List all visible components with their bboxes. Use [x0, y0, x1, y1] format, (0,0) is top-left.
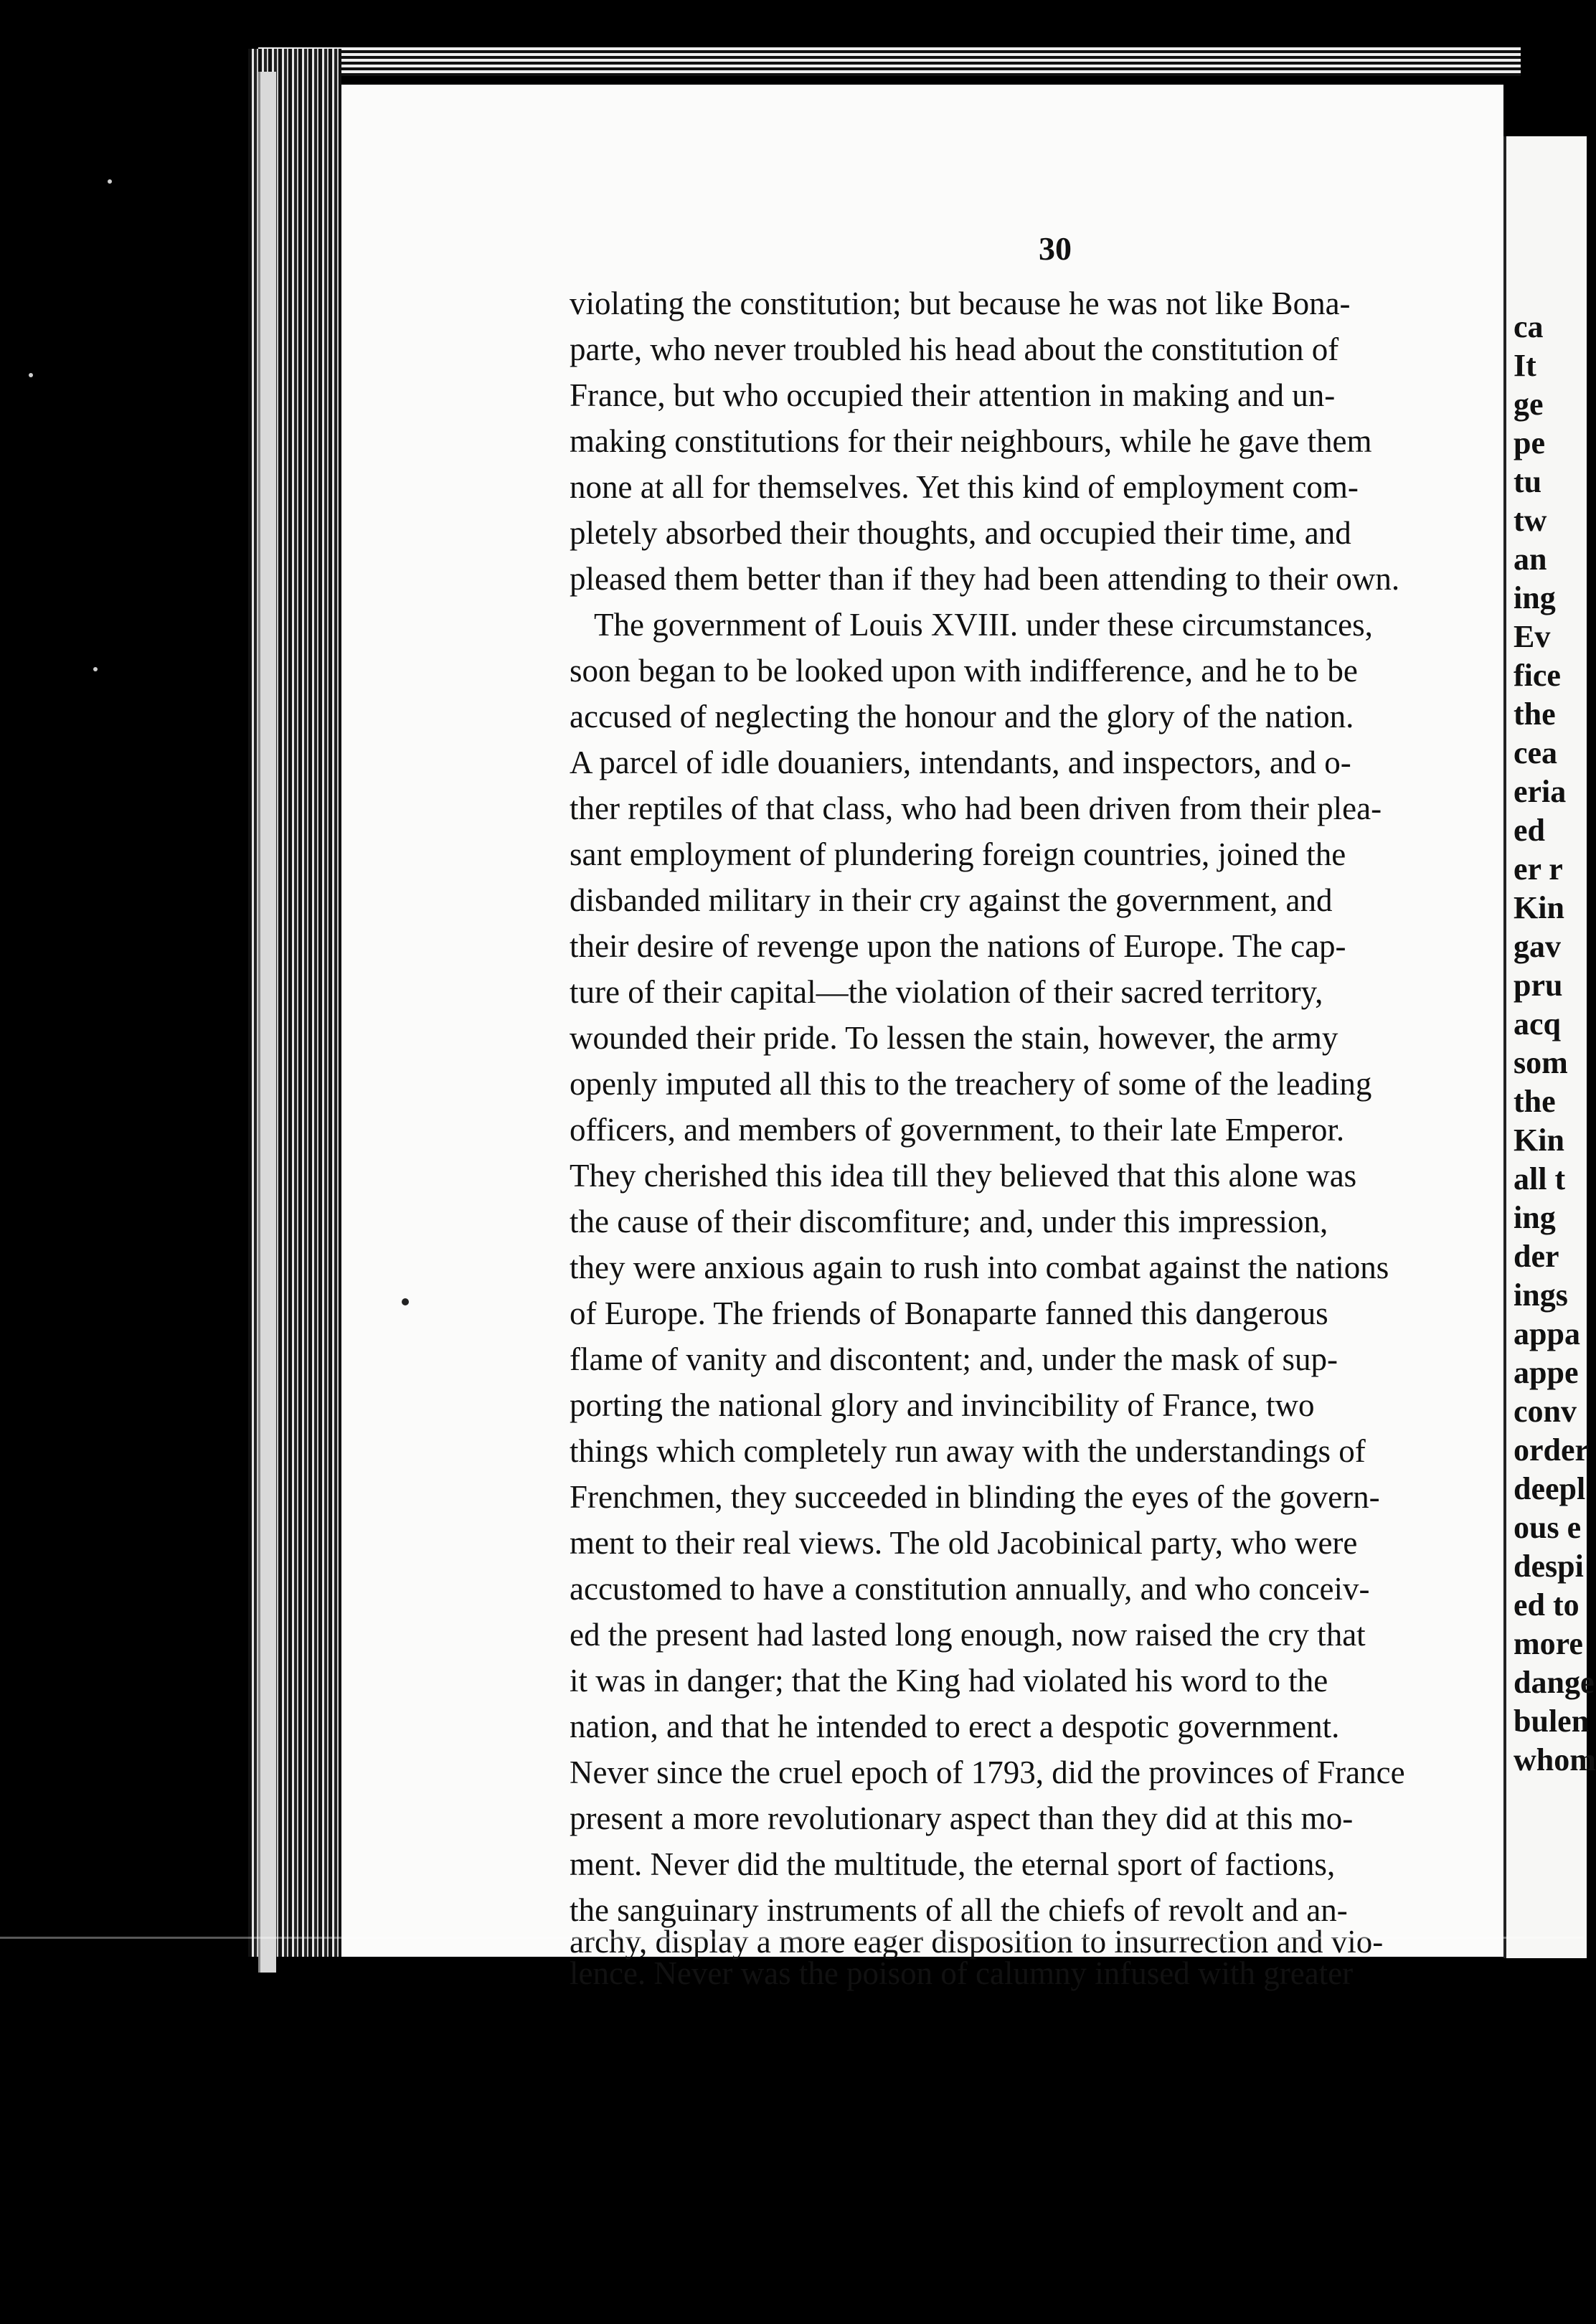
scan-speck: [108, 179, 112, 184]
facing-page-text: som: [1514, 1045, 1568, 1080]
text-line: openly imputed all this to the treachery of some of the leading: [570, 1066, 1372, 1102]
text-line: violating the constitution; but because he was not like Bona-: [570, 285, 1351, 321]
facing-page-text: appe: [1514, 1355, 1579, 1390]
facing-page-text: ings: [1514, 1277, 1568, 1313]
facing-page-text: bulen: [1514, 1704, 1590, 1739]
facing-page-text: tu: [1514, 464, 1542, 499]
book-top-edge: [258, 47, 1521, 76]
scan-speck: [93, 667, 98, 671]
page-body-text: [570, 284, 1508, 1991]
text-line: lence. Never was the poison of calumny infused with greater: [570, 1955, 1354, 1991]
facing-page-text: the: [1514, 1084, 1556, 1119]
facing-page-text: all t: [1514, 1161, 1566, 1196]
text-line: it was in danger; that the King had violated his word to the: [570, 1663, 1328, 1699]
facing-page-text: cea: [1514, 735, 1558, 770]
facing-page-text: acq: [1514, 1006, 1561, 1041]
facing-page-text: ing: [1514, 1200, 1556, 1235]
facing-page-text: dange: [1514, 1665, 1595, 1700]
text-line: wounded their pride. To lessen the stain, however, the army: [570, 1020, 1338, 1056]
text-line: archy, display a more eager disposition to insurrection and vio-: [570, 1924, 1384, 1960]
text-line: the sanguinary instruments of all the chiefs of revolt and an-: [570, 1892, 1348, 1928]
text-line: their desire of revenge upon the nations of Europe. The cap-: [570, 928, 1346, 964]
text-line: nation, and that he intended to erect a despotic government.: [570, 1709, 1340, 1744]
text-line: sant employment of plundering foreign countries, joined the: [570, 836, 1346, 872]
text-line: of Europe. The friends of Bonaparte fanned this dangerous: [570, 1295, 1328, 1331]
facing-page-text: Ev: [1514, 619, 1551, 654]
facing-page-text: fice: [1514, 658, 1561, 693]
text-line: pletely absorbed their thoughts, and occupied their time, and: [570, 515, 1351, 551]
facing-page-text: ca: [1514, 309, 1544, 344]
facing-page-text: gav: [1514, 929, 1561, 964]
text-line: parte, who never troubled his head about the constitution of: [570, 331, 1339, 367]
text-line: ther reptiles of that class, who had been driven from their plea-: [570, 790, 1382, 826]
facing-page-text: ing: [1514, 580, 1556, 615]
text-line: ment. Never did the multitude, the eternal sport of factions,: [570, 1846, 1336, 1882]
text-line: France, but who occupied their attention in making and un-: [570, 377, 1336, 413]
facing-page-text: despi: [1514, 1549, 1584, 1584]
scan-speck: [29, 373, 33, 377]
page-left-border: [258, 72, 276, 1973]
ink-dot: [402, 1298, 409, 1305]
facing-page-text: Kin: [1514, 890, 1564, 925]
text-line: the cause of their discomfiture; and, under this impression,: [570, 1204, 1328, 1239]
facing-page-text: ed to: [1514, 1587, 1580, 1622]
facing-page-text: Kin: [1514, 1123, 1564, 1158]
text-line: pleased them better than if they had been attending to their own.: [570, 561, 1400, 597]
facing-page-text: deepl: [1514, 1471, 1586, 1506]
text-line: officers, and members of government, to their late Emperor.: [570, 1112, 1345, 1148]
text-line: Never since the cruel epoch of 1793, did the provinces of France: [570, 1754, 1405, 1790]
text-line: The government of Louis XVIII. under these circumstances,: [594, 607, 1373, 643]
text-line: disbanded military in their cry against the government, and: [570, 882, 1333, 918]
facing-page-text: whom: [1514, 1742, 1596, 1777]
text-line: present a more revolutionary aspect than they did at this mo-: [570, 1800, 1354, 1836]
facing-page-text: eria: [1514, 774, 1567, 809]
facing-page-text: appa: [1514, 1316, 1580, 1351]
facing-page-text: more: [1514, 1626, 1583, 1661]
text-line: things which completely run away with the understandings of: [570, 1433, 1366, 1469]
text-line: They cherished this idea till they believed that this alone was: [570, 1158, 1357, 1194]
facing-page-fragment: [1503, 136, 1596, 1958]
text-line: none at all for themselves. Yet this kind of employment com-: [570, 469, 1359, 505]
facing-page-text: tw: [1514, 503, 1547, 538]
facing-page-text: der: [1514, 1239, 1559, 1274]
facing-page-text: ge: [1514, 387, 1544, 422]
text-line: porting the national glory and invincibility of France, two: [570, 1387, 1315, 1423]
text-line: soon began to be looked upon with indifference, and he to be: [570, 653, 1358, 689]
facing-page-text: ed: [1514, 813, 1545, 848]
text-line: making constitutions for their neighbours, while he gave them: [570, 423, 1372, 459]
text-line: ture of their capital—the violation of their sacred territory,: [570, 974, 1323, 1010]
facing-page-text: order: [1514, 1432, 1590, 1468]
facing-page-text: It: [1514, 348, 1536, 383]
text-line: they were anxious again to rush into combat against the nations: [570, 1250, 1389, 1285]
text-line: ed the present had lasted long enough, now raised the cry that: [570, 1617, 1366, 1653]
facing-page-text: ous e: [1514, 1510, 1582, 1545]
text-line: ment to their real views. The old Jacobinical party, who were: [570, 1525, 1358, 1561]
facing-page-text: pru: [1514, 968, 1563, 1003]
facing-page-text: conv: [1514, 1394, 1577, 1429]
facing-page-text: the: [1514, 696, 1556, 732]
text-line: flame of vanity and discontent; and, under the mask of sup-: [570, 1341, 1338, 1377]
text-line: accused of neglecting the honour and the glory of the nation.: [570, 699, 1354, 734]
text-line: accustomed to have a constitution annually, and who conceiv-: [570, 1571, 1370, 1607]
text-line: A parcel of idle douaniers, intendants, and inspectors, and o-: [570, 745, 1351, 780]
facing-page-text: er r: [1514, 851, 1563, 887]
facing-page-text: pe: [1514, 425, 1545, 460]
facing-page-text: an: [1514, 542, 1547, 577]
scan-artifact-line: [0, 1937, 1584, 1939]
text-line: Frenchmen, they succeeded in blinding the eyes of the govern-: [570, 1479, 1380, 1515]
page-number: 30: [1039, 230, 1072, 267]
